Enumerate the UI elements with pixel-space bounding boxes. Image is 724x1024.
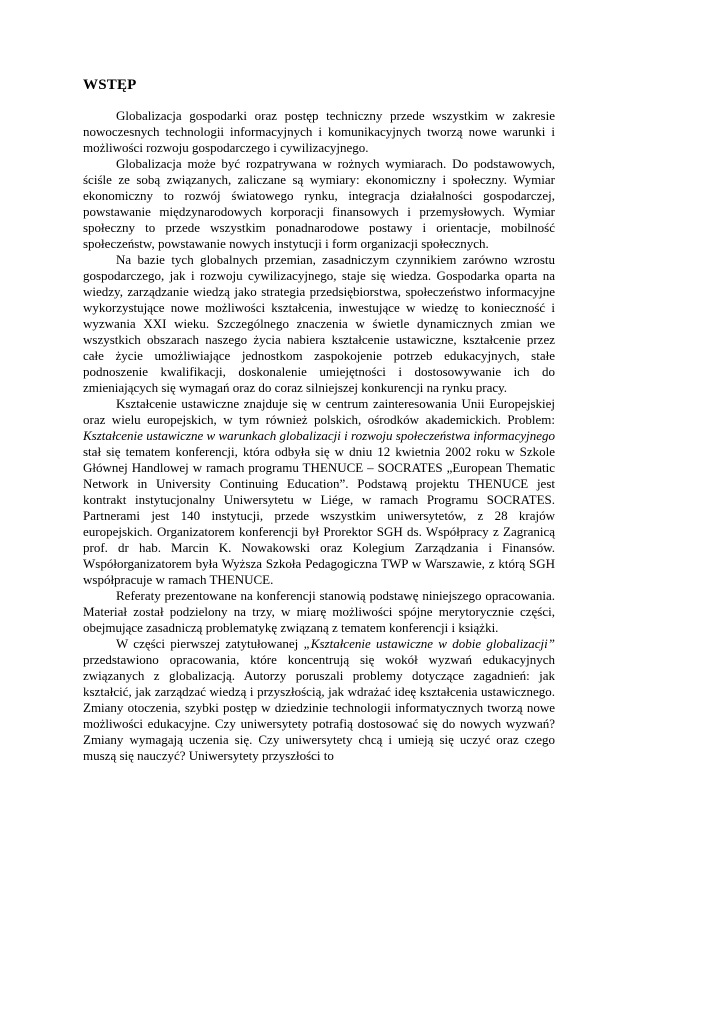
- paragraph-6-text-b: przedstawiono opracowania, które koncentrują się wokół wyzwań edukacyjnych związanych z globalizacją. Autorzy poruszali problemy dotyczące zagadnień: jak kształcić, jak zarządzać wiedzą i przyszłością, jak wdrażać ideę kształcenia ustawicznego. Zmiany otoczenia, szybki postęp w dziedzinie technologii informatycznych tworzą nowe możliwości edukacyjne. Czy uniwersytety potrafią dostosować się do nowych wyzwań? Zmiany wymagają uczenia się. Czy uniwersytety chcą i umieją się uczyć oraz czego muszą się nauczyć? Uniwersytety przyszłości to: [83, 652, 555, 763]
- paragraph-5: Referaty prezentowane na konferencji stanowią podstawę niniejszego opracowania. Materiał został podzielony na trzy, w miarę możliwości spójne merytorycznie części, obejmujące zasadniczą problematykę związaną z tematem konferencji i książki.: [83, 588, 555, 635]
- paragraph-6-text-a: W części pierwszej zatytułowanej: [116, 636, 304, 651]
- paragraph-4: [83, 396, 555, 588]
- paragraph-4-italic-title: Kształcenie ustawiczne w warunkach globalizacji i rozwoju społeczeństwa informacyjnego: [83, 428, 555, 443]
- paragraph-3: Na bazie tych globalnych przemian, zasadniczym czynnikiem zarówno wzrostu gospodarczego, jak i rozwoju cywilizacyjnego, staje się wiedza. Gospodarka oparta na wiedzy, zarządzanie wiedzą jako strategia przedsiębiorstwa, społeczeństwo informacyjne wykorzystujące nowe możliwości kształcenia, inwestujące w wiedzę to konieczność i wyzwania XXI wieku. Szczególnego znaczenia w świetle dynamicznych zmian we wszystkich obszarach naszego życia nabiera kształcenie ustawiczne, kształcenie przez całe życie umożliwiające jednostkom zaspokojenie potrzeb edukacyjnych, stałe podnoszenie kwalifikacji, doskonalenie umiejętności i dostosowywanie ich do zmieniających się wymagań oraz do coraz silniejszej konkurencji na rynku pracy.: [83, 252, 555, 395]
- paragraph-4-text-a: Kształcenie ustawiczne znajduje się w centrum zainteresowania Unii Europejskiej oraz wielu europejskich, w tym również polskich, ośrodków akademickich. Problem:: [83, 396, 555, 427]
- section-heading: WSTĘP: [83, 77, 137, 93]
- paragraph-6: [83, 636, 555, 764]
- paragraph-6-italic-title: „Kształcenie ustawiczne w dobie globalizacji”: [303, 636, 555, 651]
- paragraph-4-text-b: stał się tematem konferencji, która odbyła się w dniu 12 kwietnia 2002 roku w Szkole Głównej Handlowej w ramach programu THENUCE – SOCRATES „European Thematic Network in University Continuing Education”. Podstawą projektu THENUCE jest kontrakt instytucjonalny Uniwersytetu w Liége, w ramach Programu SOCRATES. Partnerami jest 140 instytucji, przede wszystkim uniwersytetów, z 28 krajów europejskich. Organizatorem konferencji był Prorektor SGH ds. Współpracy z Zagranicą prof. dr hab. Marcin K. Nowakowski oraz Kolegium Zarządzania i Finansów. Współorganizatorem była Wyższa Szkoła Pedagogiczna TWP w Warszawie, z którą SGH współpracuje w ramach THENUCE.: [83, 444, 555, 587]
- paragraph-2: Globalizacja może być rozpatrywana w rożnych wymiarach. Do podstawowych, ściśle ze sobą związanych, zaliczane są wymiary: ekonomiczny i społeczny. Wymiar ekonomiczny to rozwój światowego rynku, integracja działalności gospodarczej, powstawanie międzynarodowych korporacji finansowych i przemysłowych. Wymiar społeczny to przede wszystkim ponadnarodowe postawy i orientacje, mobilność społeczeństw, powstawanie nowych instytucji i form organizacji społecznych.: [83, 156, 555, 251]
- paragraph-1: Globalizacja gospodarki oraz postęp techniczny przede wszystkim w zakresie nowoczesnych technologii informacyjnych i komunikacyjnych tworzą nowe warunki i możliwości rozwoju gospodarczego i cywilizacyjnego.: [83, 108, 555, 155]
- document-page: [83, 75, 555, 764]
